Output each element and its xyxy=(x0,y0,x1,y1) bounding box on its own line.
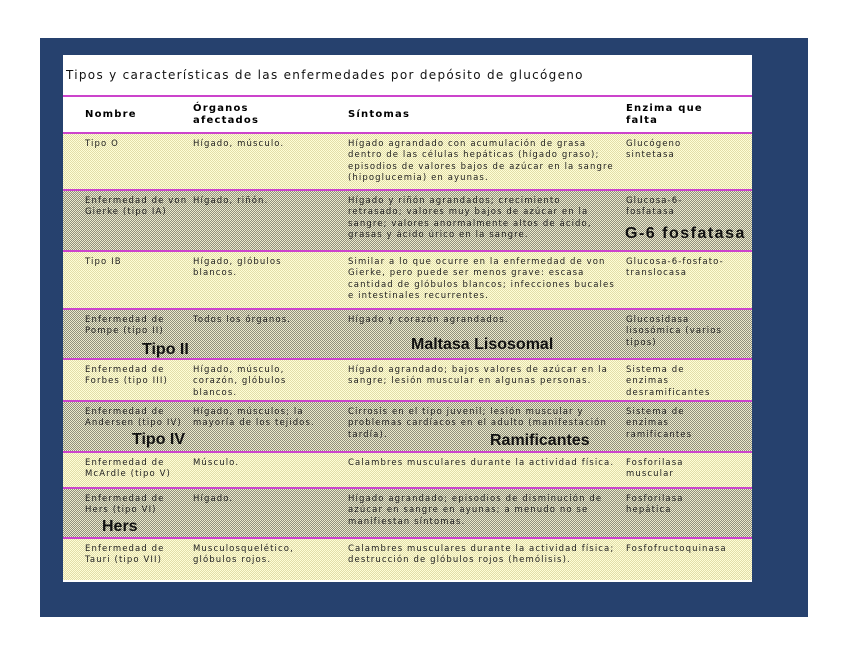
cell-sintomas: Hígado agrandado con acumulación de grasa dentro de las células hepáticas (hígado graso); episodios de valores bajos de azúcar en la sangre (hipoglucemia) en ayunas. xyxy=(348,139,614,183)
annotation-ramificantes: Ramificantes xyxy=(490,432,590,449)
table-panel xyxy=(63,55,752,582)
cell-enzima: Sistema de enzimas desramificantes xyxy=(626,365,711,398)
cell-organos: Hígado. xyxy=(193,494,234,504)
header-organos: Órganos afectados xyxy=(193,102,260,126)
annotation-tipo-ii: Tipo II xyxy=(142,341,189,358)
cell-nombre: Enfermedad de Hers (tipo VI) xyxy=(85,494,165,516)
cell-sintomas: Hígado y riñón agrandados; crecimiento retrasado; valores muy bajos de azúcar en la sangre; valores anormalmente altos de ácido, grasas y ácido úrico en la sangre. xyxy=(348,196,592,240)
cell-organos: Hígado, riñón. xyxy=(193,196,269,206)
cell-nombre: Tipo O xyxy=(85,139,119,149)
annotation-maltasa-lisosomal: Maltasa Lisosomal xyxy=(411,336,554,353)
annotation-hers: Hers xyxy=(102,518,138,535)
cell-sintomas: Calambres musculares durante la actividad física. xyxy=(348,458,615,468)
cell-organos: Hígado, músculos; la mayoría de los tejidos. xyxy=(193,407,315,429)
table-row xyxy=(63,250,752,308)
header-sintomas: Síntomas xyxy=(348,108,411,120)
cell-organos: Musculosquelético, glóbulos rojos. xyxy=(193,544,294,566)
cell-enzima: Glucógeno sintetasa xyxy=(626,139,682,161)
cell-nombre: Enfermedad de Forbes (tipo III) xyxy=(85,365,168,387)
cell-enzima: Glucosa-6-fosfato-translocasa xyxy=(626,257,724,279)
cell-organos: Músculo. xyxy=(193,458,240,468)
cell-sintomas: Hígado agrandado; episodios de disminución de azúcar en sangre en ayunas; a menudo no se manifiestan síntomas. xyxy=(348,494,603,527)
cell-enzima: Fosfofructoquinasa xyxy=(626,544,727,554)
cell-enzima: Glucosa-6-fosfatasa xyxy=(626,196,683,218)
cell-nombre: Enfermedad de Pompe (tipo II) xyxy=(85,315,165,337)
cell-nombre: Enfermedad de McArdle (tipo V) xyxy=(85,458,171,480)
cell-sintomas: Calambres musculares durante la actividad física; destrucción de glóbulos rojos (hemólisis). xyxy=(348,544,615,566)
cell-nombre: Enfermedad de von Gierke (tipo IA) xyxy=(85,196,188,218)
cell-organos: Hígado, músculo. xyxy=(193,139,285,149)
annotation-tipo-iv: Tipo IV xyxy=(132,431,186,448)
cell-enzima: Glucosidasa lisosómica (varios tipos) xyxy=(626,315,723,348)
header-enzima: Enzima que falta xyxy=(626,102,703,126)
table-row xyxy=(63,487,752,537)
cell-enzima: Sistema de enzimas ramificantes xyxy=(626,407,693,440)
cell-enzima: Fosforilasa muscular xyxy=(626,458,684,480)
cell-enzima: Fosforilasa hepática xyxy=(626,494,684,516)
table-title: Tipos y características de las enfermedades por depósito de glucógeno xyxy=(66,68,584,82)
cell-sintomas: Hígado agrandado; bajos valores de azúcar en la sangre; lesión muscular en algunas personas. xyxy=(348,365,608,387)
cell-nombre: Enfermedad de Andersen (tipo IV) xyxy=(85,407,182,429)
table-header xyxy=(63,95,752,132)
table-row xyxy=(63,132,752,189)
cell-organos: Todos los órganos. xyxy=(193,315,292,325)
cell-organos: Hígado, músculo, corazón, glóbulos blancos. xyxy=(193,365,287,398)
cell-sintomas: Cirrosis en el tipo juvenil; lesión muscular y problemas cardíacos en el adulto (manifestación tardía). xyxy=(348,407,607,440)
header-nombre: Nombre xyxy=(85,108,137,120)
annotation-g6-fosfatasa: G-6 fosfatasa xyxy=(625,225,746,242)
table-row xyxy=(63,358,752,400)
cell-sintomas: Similar a lo que ocurre en la enfermedad de von Gierke, pero puede ser menos grave: escasa cantidad de glóbulos blancos; infecciones bucales e intestinales recurrentes. xyxy=(348,257,615,301)
table-row xyxy=(63,451,752,487)
cell-organos: Hígado, glóbulos blancos. xyxy=(193,257,282,279)
cell-sintomas: Hígado y corazón agrandados. xyxy=(348,315,509,325)
cell-nombre: Enfermedad de Tauri (tipo VII) xyxy=(85,544,165,566)
table-row xyxy=(63,537,752,580)
cell-nombre: Tipo IB xyxy=(85,257,122,267)
